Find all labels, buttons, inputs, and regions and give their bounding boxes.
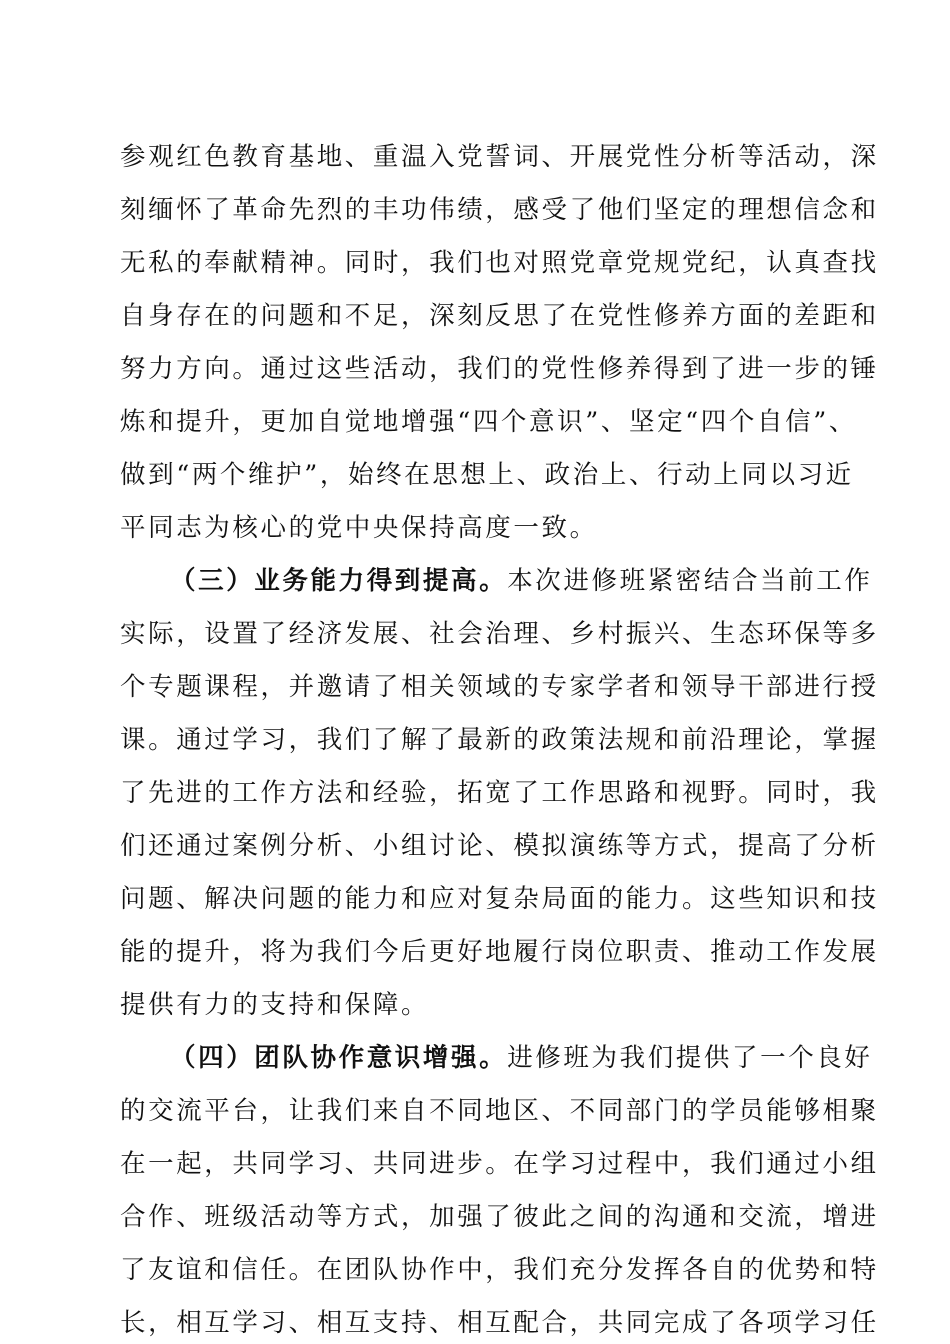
- section3-line-4: 课。通过学习，我们了解了最新的政策法规和前沿理论，掌握: [120, 725, 879, 755]
- para1-line-3: 无私的奉献精神。同时，我们也对照党章党规党纪，认真查找: [120, 248, 879, 278]
- section3-line-7: 问题、解决问题的能力和应对复杂局面的能力。这些知识和技: [120, 884, 879, 914]
- para1-line-2: 刻缅怀了革命先烈的丰功伟绩，感受了他们坚定的理想信念和: [120, 195, 879, 225]
- section3-line-5: 了先进的工作方法和经验，拓宽了工作思路和视野。同时，我: [120, 778, 879, 808]
- para1-line-5: 努力方向。通过这些活动，我们的党性修养得到了进一步的锤: [120, 354, 879, 384]
- section4-line-6: 长，相互学习、相互支持、相互配合，共同完成了各项学习任: [120, 1308, 879, 1338]
- section3-line-8: 能的提升，将为我们今后更好地履行岗位职责、推动工作发展: [120, 937, 879, 967]
- section4-heading: （四）团队协作意识增强。: [170, 1043, 508, 1073]
- para1-line-4: 自身存在的问题和不足，深刻反思了在党性修养方面的差距和: [120, 301, 879, 331]
- section3-first-line-text: 本次进修班紧密结合当前工作: [507, 566, 873, 596]
- section4-line-3: 在一起，共同学习、共同进步。在学习过程中，我们通过小组: [120, 1149, 879, 1179]
- section3-heading: （三）业务能力得到提高。: [170, 566, 508, 596]
- para1-line-7: 做到“两个维护”，始终在思想上、政治上、行动上同以习近: [120, 460, 854, 490]
- section4-first-line-text: 进修班为我们提供了一个良好: [507, 1043, 873, 1073]
- section4-line-4: 合作、班级活动等方式，加强了彼此之间的沟通和交流，增进: [120, 1202, 879, 1232]
- section3-line-9: 提供有力的支持和保障。: [120, 990, 430, 1020]
- para1-line-6: 炼和提升，更加自觉地增强“四个意识”、坚定“四个自信”、: [120, 407, 857, 437]
- para1-line-1: 参观红色教育基地、重温入党誓词、开展党性分析等活动，深: [120, 142, 879, 172]
- para1-line-8: 平同志为核心的党中央保持高度一致。: [120, 513, 598, 543]
- section3-line-3: 个专题课程，并邀请了相关领域的专家学者和领导干部进行授: [120, 672, 879, 702]
- section3-first-line: [170, 565, 873, 597]
- section4-line-2: 的交流平台，让我们来自不同地区、不同部门的学员能够相聚: [120, 1096, 879, 1126]
- section4-first-line: [170, 1042, 873, 1074]
- section3-line-2: 实际，设置了经济发展、社会治理、乡村振兴、生态环保等多: [120, 619, 879, 649]
- section3-line-6: 们还通过案例分析、小组讨论、模拟演练等方式，提高了分析: [120, 831, 879, 861]
- section4-line-5: 了友谊和信任。在团队协作中，我们充分发挥各自的优势和特: [120, 1255, 879, 1285]
